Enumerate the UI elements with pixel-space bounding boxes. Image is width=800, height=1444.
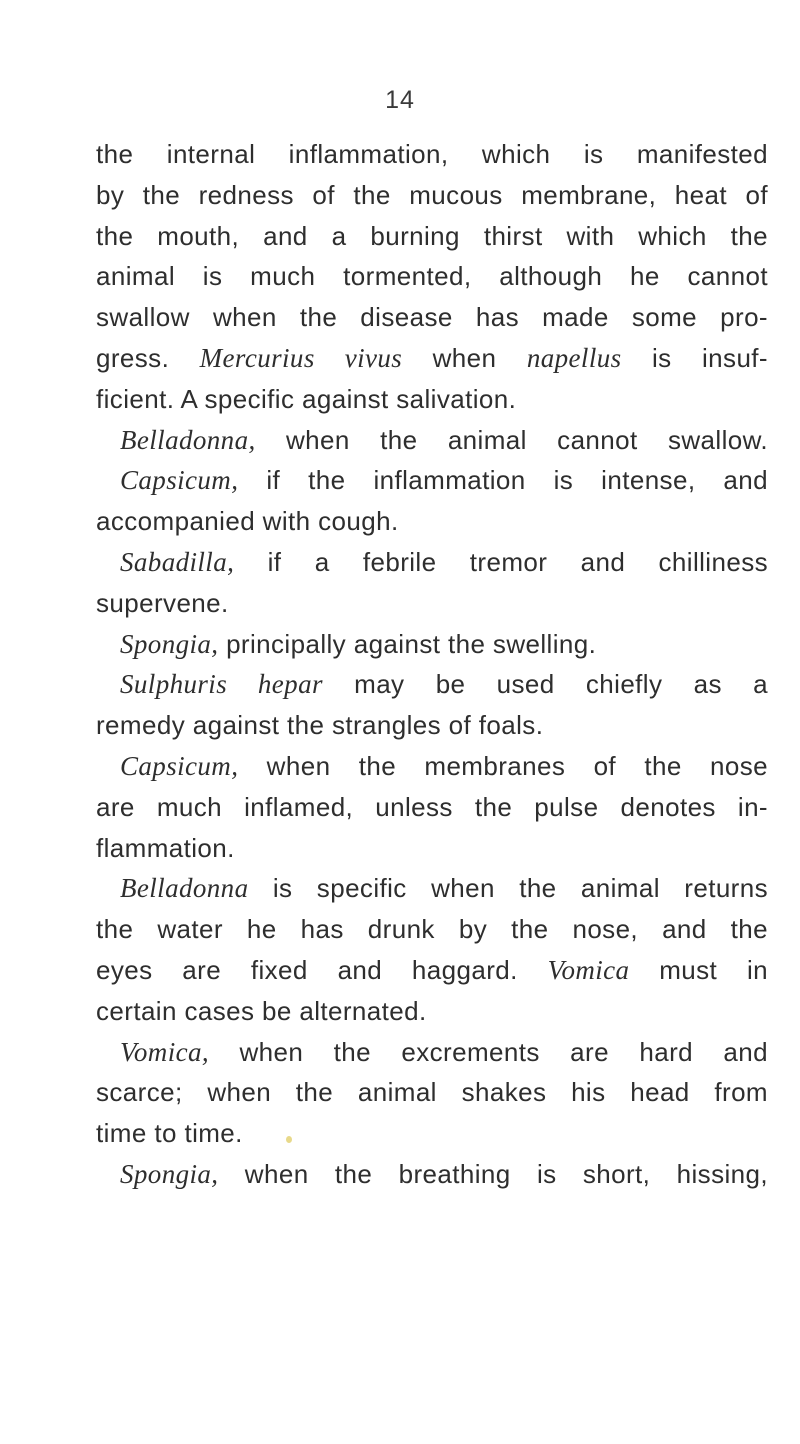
text-line <box>96 624 768 665</box>
text-line <box>96 175 768 216</box>
text-line <box>96 1072 768 1113</box>
text-segment: is specific when the animal returns <box>248 873 768 904</box>
text-line <box>96 746 768 787</box>
text-segment: the internal inflammation, which is manifested <box>96 139 768 169</box>
text-segment: when <box>402 342 527 373</box>
italic-term: Belladonna, <box>120 424 256 455</box>
text-line <box>96 460 768 501</box>
text-line <box>96 664 768 705</box>
italic-term: Spongia, <box>120 1158 219 1189</box>
text-segment: scarce; when the animal shakes his head from <box>96 1077 768 1108</box>
text-segment: may be used chiefly as a <box>322 669 768 700</box>
text-line <box>96 1154 768 1195</box>
text-segment: are much inflamed, unless the pulse denotes in- <box>96 791 768 822</box>
text-segment: the mouth, and a burning thirst with which the <box>96 220 768 251</box>
text-segment: gress. <box>96 342 200 373</box>
text-line <box>96 868 768 909</box>
text-line <box>96 991 768 1032</box>
text-segment: swallow when the disease has made some pro- <box>96 302 768 333</box>
italic-term: Capsicum, <box>120 750 239 781</box>
text-line <box>96 501 768 542</box>
text-segment: ficient. A specific against salivation. <box>96 383 517 414</box>
text-segment: when the breathing is short, hissing, <box>218 1158 768 1189</box>
text-segment: accompanied with cough. <box>96 506 399 537</box>
text-line <box>96 1113 768 1154</box>
italic-term: Sulphuris hepar <box>120 669 323 700</box>
text-line <box>96 705 768 746</box>
italic-term: Capsicum, <box>120 465 239 496</box>
text-segment: must in <box>629 954 768 985</box>
text-segment: remedy against the strangles of foals. <box>96 710 544 741</box>
text-segment: if the inflammation is intense, and <box>238 465 768 496</box>
text-line <box>96 379 768 420</box>
text-segment: eyes are fixed and haggard. <box>96 954 548 985</box>
text-line <box>96 420 768 461</box>
text-segment: flammation. <box>96 832 235 863</box>
text-line <box>96 909 768 950</box>
text-segment: supervene. <box>96 587 229 618</box>
text-segment: time to time. <box>96 1118 243 1149</box>
italic-term: Spongia, <box>120 628 219 659</box>
text-segment: animal is much tormented, although he cannot <box>96 261 768 292</box>
text-segment: when the animal cannot swallow. <box>255 424 768 455</box>
text-segment: by the redness of the mucous membrane, heat of <box>96 179 768 210</box>
italic-term: napellus <box>526 342 622 373</box>
page-number: 14 <box>385 86 415 114</box>
text-segment: when the membranes of the nose <box>238 750 768 781</box>
italic-term: Vomica, <box>120 1036 210 1067</box>
text-segment: if a febrile tremor and chilliness <box>234 546 768 577</box>
body-text <box>96 134 768 1195</box>
italic-term: Sabadilla, <box>120 546 235 577</box>
text-line <box>96 583 768 624</box>
italic-term: Belladonna <box>120 873 249 904</box>
text-line <box>96 787 768 828</box>
italic-term: Vomica <box>547 954 630 985</box>
text-line <box>96 542 768 583</box>
text-line <box>96 950 768 991</box>
paper-speck <box>286 1136 292 1143</box>
text-line <box>96 1032 768 1073</box>
text-line <box>96 134 768 175</box>
text-line <box>96 256 768 297</box>
text-line <box>96 216 768 257</box>
italic-term: Mercurius vivus <box>199 342 403 373</box>
text-segment: the water he has drunk by the nose, and the <box>96 914 768 945</box>
text-segment: is insuf- <box>621 342 768 373</box>
text-line <box>96 828 768 869</box>
text-segment: when the excrements are hard and <box>209 1036 768 1067</box>
text-line <box>96 338 768 379</box>
text-segment: certain cases be alternated. <box>96 995 427 1026</box>
text-segment: principally against the swelling. <box>218 628 597 659</box>
text-line <box>96 297 768 338</box>
